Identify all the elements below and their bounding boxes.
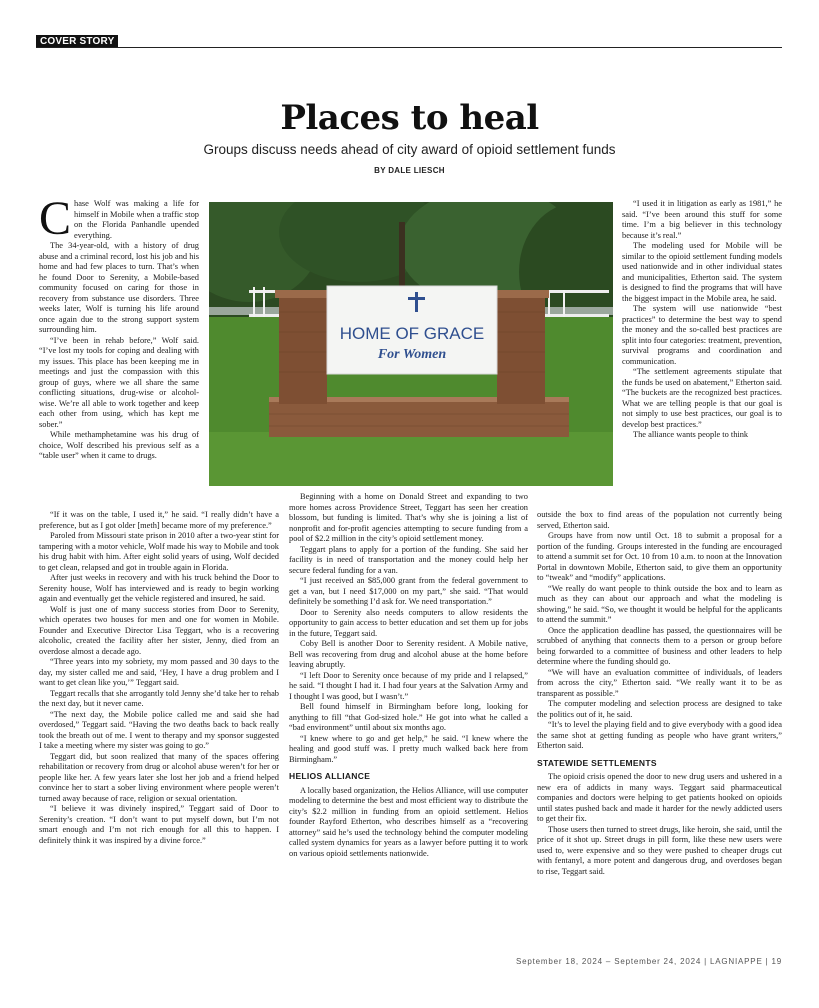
- paragraph: Bell found himself in Birmingham before long, looking for anything to fill “that God-sized hole.” He got into what he called a “bad environment” until about six months ago.: [289, 702, 528, 732]
- paragraph: “The next day, the Mobile police called me and said she had overdosed,” Teggart said. “Having the two deaths back to back really took the breath out of me. I went to therapy and my sponsor suggested I take a meeting where my sister was going to go.”: [39, 709, 279, 750]
- paragraph: “I believe it was divinely inspired,” Teggart said of Door to Serenity’s creation. “I don’t want to put myself down, but I’m not smart enough and I’m not rich enough for all this to happen. I definitely think it was inspired by a divine force.”: [39, 804, 279, 845]
- section-heading: HELIOS ALLIANCE: [289, 771, 371, 781]
- sign-photo: [209, 202, 613, 486]
- paragraph: After just weeks in recovery and with his truck behind the Door to Serenity house, Wolf has interviewed and is ready to begin working again and eventually get the vehicle registered and insured, he said.: [39, 573, 279, 603]
- drop-cap: C: [39, 199, 72, 245]
- paragraph: The opioid crisis opened the door to new drug users and ushered in a new era of addicts in many ways. Teggart said pharmaceutical companies and doctors were helping to get patients hooked on opioids until states pushed back and made it harder for the newly addicted users to get their fix.: [537, 772, 782, 823]
- paragraph: “Three years into my sobriety, my mom passed and 30 days to the day, my sister called me and said, ‘Hey, I have a drug problem and I want to get clean like you,’” Teggart said.: [39, 657, 279, 687]
- paragraph: Chase Wolf was making a life for himself in Mobile when a traffic stop on the Florida Panhandle upended everything.: [39, 199, 199, 245]
- article-column-1: [39, 199, 199, 511]
- paragraph: The modeling used for Mobile will be similar to the opioid settlement funding models used nationwide and in other individual states and municipalities, Etherton said. The system is designed to find the programs that will have the biggest impact in the Mobile area, he said.: [622, 241, 782, 303]
- paragraph: outside the box to find areas of the population not currently being served, Etherton said.: [537, 510, 782, 530]
- paragraph: “If it was on the table, I used it,” he said. “I really didn’t have a preference, but as I got older [meth] became more of my preference.”: [39, 510, 279, 530]
- section-label: COVER STORY: [36, 35, 118, 48]
- paragraph: The computer modeling and selection process are designed to take the politics out of it, he said.: [537, 699, 782, 719]
- paragraph: “It’s to level the playing field and to give everybody with a good idea the same shot at getting funding as people who have grant writers,” Etherton said.: [537, 720, 782, 750]
- page-footer: September 18, 2024 – September 24, 2024 | LAGNIAPPE | 19: [516, 957, 782, 966]
- article-column-3b: [537, 510, 782, 938]
- paragraph: “I’ve been in rehab before,” Wolf said. “I’ve lost my tools for coping and dealing with my issues. This place has been keeping me in meetings and just the compassion with this group of guys, where we all share the same conflicting situations, drug-wise or alcohol-wise. We’re all able to work together and keep each other from using, which has kept me sober.”: [39, 335, 199, 429]
- paragraph: Once the application deadline has passed, the questionnaires will be scrubbed of anything that connects them to a person or group before being forwarded to a committee of business and other leaders to help determine where the funding should go.: [537, 625, 782, 666]
- paragraph: Groups have from now until Oct. 18 to submit a proposal for a portion of the funding. Groups interested in the funding are encouraged to attend a summit set for Oct. 10 from 10 a.m. to noon at the Innovation Portal in downtown Mobile, Etherton said, to give them an opportunity to “tweak” and “modify” applications.: [537, 531, 782, 582]
- paragraph: “We will have an evaluation committee of individuals, of leaders from across the city,” Etherton said. “We really want it to be as transparent as possible.”: [537, 667, 782, 698]
- headline: Places to heal: [280, 98, 539, 138]
- section-heading: STATEWIDE SETTLEMENTS: [537, 757, 657, 768]
- sign-text-line1: HOME OF GRACE: [339, 324, 485, 343]
- paragraph: “We really do want people to think outside the box and to learn as much as they can about our approach and what the modeling is showing,” he said. “So, we thought it would be helpful for the applicants to attend the summit.”: [537, 583, 782, 624]
- paragraph: Beginning with a home on Donald Street and expanding to two more homes across Providence Street, Teggart has seen her creation blossom, but funding is limited. That’s why she is joining a list of nonprofit and for-profit agencies attempting to secure funding from a pool of $2.2 million in the city’s opioid settlement money.: [289, 492, 528, 543]
- paragraph: “I used it in litigation as early as 1981,” he said. “I’ve been around this stuff for some time. I’m a big believer in this technology because it’s real.”: [622, 199, 782, 240]
- paragraph: The alliance wants people to think: [633, 430, 749, 439]
- paragraph: Teggart did, but soon realized that many of the spaces offering rehabilitation or recovery from drug or alcohol abuse weren’t for her or people like her. A few years later she lost her job and a friend helped convince her to start a sober living environment where people weren’t turned away because of race, religion or sexual orientation.: [39, 751, 279, 803]
- paragraph: Teggart recalls that she arrogantly told Jenny she’d take her to rehab the next day, but it never came.: [39, 688, 279, 708]
- paragraph: A locally based organization, the Helios Alliance, will use computer modeling to determine the best and most efficient way to distribute the city’s $2.2 million in funding from an opioid settlement. Helios founder Rayford Etherton, who describes himself as a “recovering attorney” said he’s used the technology behind the computer modeling called system dynamics for years as a lawyer before putting it to work on various opioid settlements nationwide.: [289, 785, 528, 858]
- paragraph: Paroled from Missouri state prison in 2010 after a two-year stint for tampering with a motor vehicle, Wolf made his way to Mobile and took his drug habit with him. After eight solid years of using, Wolf decided to get clean, relapsed and got in trouble again in Florida.: [39, 531, 279, 572]
- sign-text-line2: For Women: [377, 347, 447, 362]
- paragraph: “I left Door to Serenity once because of my pride and I relapsed,” he said. “I thought I had it. I had four years at the Salvation Army and I thought I was good, but I wasn’t.”: [289, 670, 528, 701]
- article-column-1b: [39, 510, 279, 938]
- paragraph: While methamphetamine was his drug of choice, Wolf described his previous self as a “table user” when it came to drugs.: [39, 430, 199, 460]
- paragraph: “I just received an $85,000 grant from the federal government to get a van, but I need $17,000 on my part,” she said. “That would definitely be something I’d ask for. We need transportation.”: [289, 576, 528, 606]
- paragraph: Coby Bell is another Door to Serenity resident. A Mobile native, Bell was recovering from drug and alcohol abuse at the home before leaving abruptly.: [289, 639, 528, 669]
- article-column-2: [289, 492, 528, 938]
- paragraph: Teggart plans to apply for a portion of the funding. She said her facility is in need of transportation and the money could help her secure federal funding for a van.: [289, 544, 528, 575]
- paragraph: The system will use nationwide “best practices” to determine the best way to spend the money and the so-called best practices are split into four categories: treatment, prevention, survival programs and coordination and communication.: [622, 304, 782, 366]
- article-column-3: [622, 199, 782, 511]
- header-rule: [36, 47, 782, 48]
- paragraph: Those users then turned to street drugs, like heroin, she said, until the price of it shot up. Street drugs in pill form, like these new users were used to, were expensive and so they were pushed to cheaper drugs cut with fentanyl, a more potent and dangerous drug, and overdoses began to rise, Teggart said.: [537, 824, 782, 876]
- paragraph: The 34-year-old, with a history of drug abuse and a criminal record, lost his job and his home and had few places to turn. That’s when he found Door to Serenity, a Mobile-based community focused on caring for those in recovery from substance use disorders. Three weeks later, Wolf is turning his life around once again due to the strong support system surrounding him.: [39, 241, 199, 334]
- paragraph: Door to Serenity also needs computers to allow residents the opportunity to gain access to better education and set them up for jobs in the future, Teggart said.: [289, 607, 528, 638]
- paragraph: “I knew where to go and get help,” he said. “I knew where the healing and good stuff was. I pretty much walked back here from Birmingham.”: [289, 733, 528, 764]
- byline: BY DALE LIESCH: [374, 166, 445, 175]
- subheadline: Groups discuss needs ahead of city award of opioid settlement funds: [203, 142, 616, 157]
- paragraph: Wolf is just one of many success stories from Door to Serenity, which operates two houses for men and one for women in Mobile. Founder and Executive Director Lisa Teggart, who is a recovering alcoholic, created the facility after her sister, Jenny, died from an overdose almost a decade ago.: [39, 604, 279, 656]
- paragraph: “The settlement agreements stipulate that the funds be used on abatement,” Etherton said. “The buckets are the recognized best practices. What we are telling people is that our goal is not simply to use best practices, our goal is to develop best practices.”: [622, 367, 782, 429]
